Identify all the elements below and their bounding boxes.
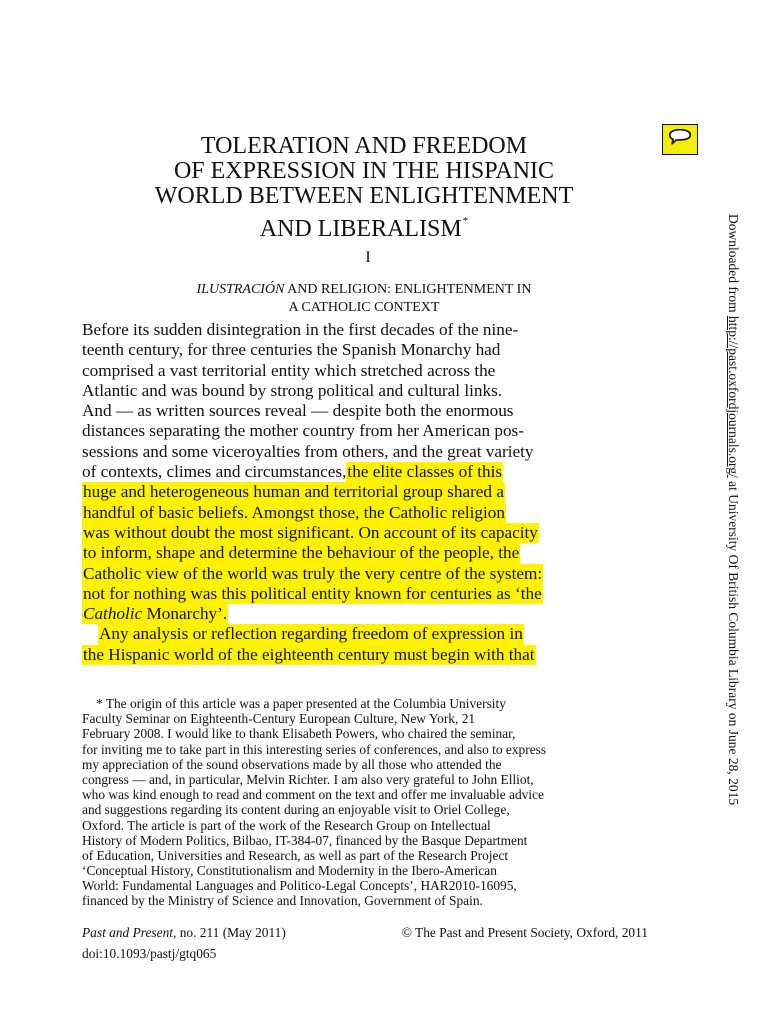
journal-issue: , no. 211 (May 2011) (173, 925, 286, 940)
title-line-1: TOLERATION AND FREEDOM (200, 133, 528, 159)
comment-icon-graphic (663, 125, 697, 154)
section-heading-italic: ILUSTRACIÓN (196, 282, 285, 297)
journal-citation (82, 922, 286, 943)
body-line-9 (82, 482, 648, 502)
title-footnote-marker[interactable]: * (462, 215, 469, 227)
copyright-text: © The Past and Present Society, Oxford, 2011 (401, 925, 648, 940)
body-highlight-line-9: huge and heterogeneous human and territorial group shared a (83, 482, 504, 502)
section-number: I (365, 249, 371, 266)
download-notice (722, 214, 744, 806)
download-suffix: at University Of British Columbia Library on June 28, 2015 (726, 477, 741, 806)
body-line-16 (82, 624, 648, 644)
footnote-line-8: and suggestions regarding its content during an enjoyable visit to Oriel College, (82, 802, 510, 818)
footnote-line-2: Faculty Seminar on Eighteenth-Century European Culture, New York, 21 (82, 711, 476, 727)
footnote-line-12: ‘Conceptual History, Constitutionalism and Modernity in the Ibero-American (82, 863, 497, 879)
section-heading-rest: AND RELIGION: ENLIGHTENMENT IN (284, 282, 532, 297)
footnote-line-10: History of Modern Politics, Bilbao, IT-384-07, financed by the Basque Department (82, 832, 528, 848)
body-highlight-line-12: to inform, shape and determine the behaviour of the people, the (83, 543, 520, 563)
body-line-4: Atlantic and was bound by strong political and cultural links. (82, 380, 503, 400)
body-line-8 (82, 462, 648, 482)
article-body (82, 320, 648, 665)
footnote (82, 696, 648, 909)
body-line-13 (82, 564, 648, 584)
footnote-line-1: * The origin of this article was a paper presented at the Columbia University (96, 696, 506, 711)
doi-text: doi:10.1093/pastj/gtq065 (82, 946, 217, 961)
footnote-line-7: who was kind enough to read and comment on the text and offer me invaluable advice (82, 787, 544, 803)
body-highlight-line-14: not for nothing was this political entity known for centuries as ‘the (83, 583, 542, 603)
journal-url-link[interactable]: http://past.oxfordjournals.org/ (726, 315, 741, 478)
title-line-3: WORLD BETWEEN ENLIGHTENMENT (154, 183, 574, 209)
body-line-17 (82, 645, 648, 665)
body-line-5: And — as written sources reveal — despite both the enormous (82, 401, 514, 421)
body-line-3: comprised a vast territorial entity which stretched across the (82, 360, 496, 380)
body-highlight-line-15 (82, 604, 228, 624)
body-highlight-line-11: was without doubt the most significant. On account of its capacity (83, 522, 538, 542)
body-line-1: Before its sudden disintegration in the first decades of the nine- (82, 320, 519, 339)
body-line-12 (82, 543, 648, 563)
body-line-11 (82, 523, 648, 543)
body-line-6: distances separating the mother country from her American pos- (82, 421, 524, 441)
footnote-line-9: Oxford. The article is part of the work of the Research Group on Intellectual (82, 817, 491, 833)
article-title (80, 134, 648, 242)
body-highlight-line-17: the Hispanic world of the eighteenth century must begin with that (83, 644, 535, 664)
comment-icon[interactable] (662, 124, 698, 155)
body-line-7: sessions and some viceroyalties from others, and the great variety (82, 441, 534, 461)
download-prefix: Downloaded from (726, 214, 741, 316)
body-highlight-line-16: Any analysis or reflection regarding freedom of expression in (99, 624, 523, 644)
body-line-15-italic: Catholic (83, 604, 143, 624)
body-line-8-plain: of contexts, climes and circumstances, (82, 462, 347, 482)
body-highlight-start: the elite classes of this (347, 462, 503, 482)
article-footer (82, 922, 648, 964)
footnote-line-5: my appreciation of the sound observations made by all those who attended the (82, 756, 502, 772)
body-highlight-line-13: Catholic view of the world was truly the very centre of the system: (83, 563, 543, 583)
footnote-line-6: congress — and, in particular, Melvin Richter. I am also very grateful to John Elliot, (82, 771, 534, 787)
body-line-14 (82, 584, 648, 604)
title-line-2: OF EXPRESSION IN THE HISPANIC (173, 158, 555, 184)
section-heading (80, 281, 648, 317)
footnote-line-4: for inviting me to take part in this interesting series of conferences, and also to express (82, 741, 547, 757)
footnote-line-11: of Education, Universities and Research, as well as part of the Research Project (82, 847, 509, 863)
footnote-line-13: World: Fundamental Languages and Politico-Legal Concepts’, HAR2010-16095, (82, 878, 517, 894)
section-heading-line-2: A CATHOLIC CONTEXT (288, 300, 440, 315)
footnote-line-3: February 2008. I would like to thank Elisabeth Powers, who chaired the seminar, (82, 726, 516, 742)
body-line-10 (82, 503, 648, 523)
title-line-4 (80, 209, 648, 242)
title-line-4-text: AND LIBERALISM (259, 216, 462, 242)
footnote-line-14: financed by the Ministry of Science and Innovation, Government of Spain. (82, 893, 483, 909)
journal-name: Past and Present (82, 925, 173, 940)
section-heading-line-1 (80, 281, 648, 299)
body-highlight-line-10: handful of basic beliefs. Amongst those, the Catholic religion (83, 502, 505, 522)
body-line-15 (82, 604, 648, 624)
body-line-2: teenth century, for three centuries the Spanish Monarchy had (82, 340, 501, 360)
body-line-15-rest: Monarchy’. (142, 604, 228, 624)
footer-citation-row (82, 922, 648, 943)
